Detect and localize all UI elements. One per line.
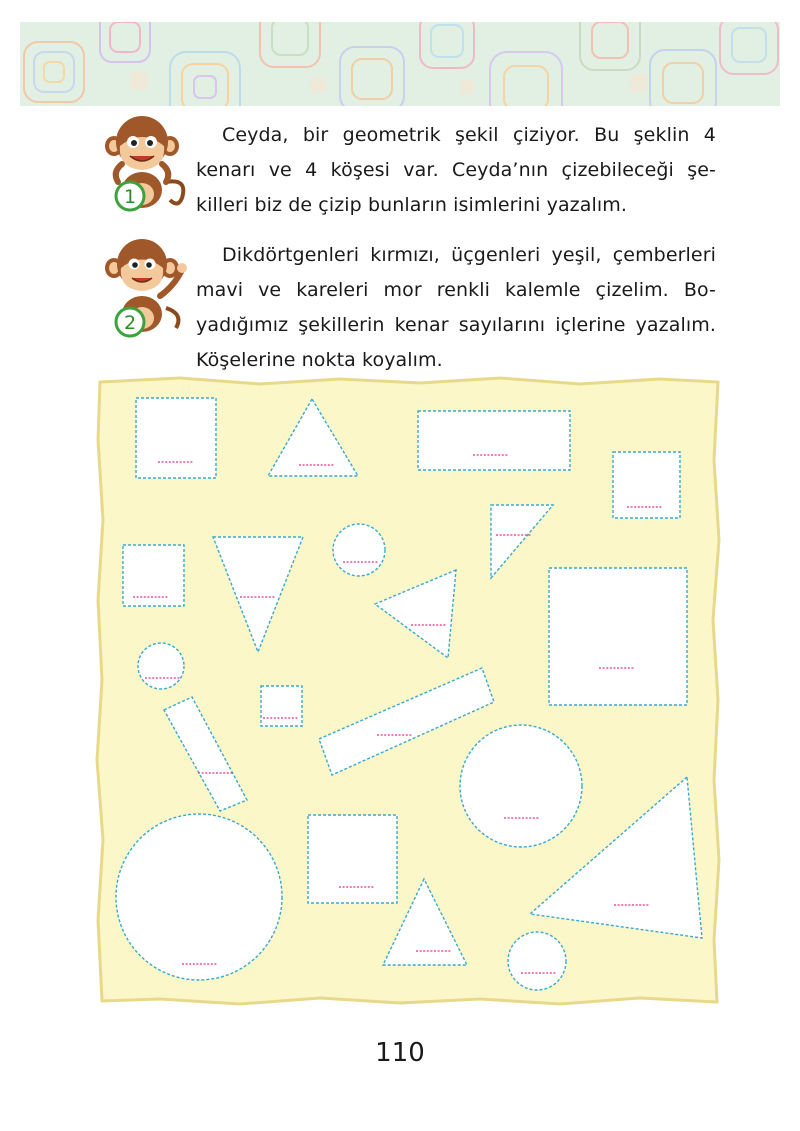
monkey-mascot-icon [104, 112, 190, 216]
page-number: 110 [375, 1038, 425, 1068]
rectangle-shape[interactable] [164, 697, 247, 811]
circle-shape[interactable] [116, 814, 282, 980]
square-shape[interactable] [613, 452, 680, 518]
task-2-line: yadığımız şekillerin kenar sayılarını içlerine yazalım. [196, 314, 716, 336]
square-shape[interactable] [123, 545, 184, 606]
square-shape[interactable] [308, 815, 397, 903]
task-2-line: mavi ve kareleri mor renkli kalemle çizelim. Bo- [196, 279, 716, 301]
task-1-text [196, 118, 716, 223]
task-2-line: Dikdörtgenleri kırmızı, üçgenleri yeşil, çemberleri [222, 244, 716, 266]
triangle-shape[interactable] [213, 537, 303, 652]
retro-squares-pattern [20, 22, 780, 106]
monkey-pointing-icon [104, 238, 190, 342]
square-shape[interactable] [549, 568, 687, 705]
task-1-line: kenarı ve 4 köşesi var. Ceyda’nın çizebileceği şe- [196, 159, 716, 181]
circle-shape[interactable] [333, 524, 385, 576]
square-shape[interactable] [261, 686, 302, 726]
task-1-line: killeri biz de çizip bunların isimlerini yazalım. [196, 194, 628, 216]
circle-shape[interactable] [138, 643, 184, 689]
task-1-line: Ceyda, bir geometrik şekil çiziyor. Bu şeklin 4 [222, 124, 716, 146]
task-2-line: Köşelerine nokta koyalım. [196, 349, 443, 371]
task-number-badge: 2 [123, 312, 137, 334]
circle-shape[interactable] [460, 725, 582, 847]
task-number-badge: 1 [123, 186, 137, 208]
rectangle-shape[interactable] [418, 411, 570, 470]
triangle-shape[interactable] [491, 505, 553, 578]
triangle-shape[interactable] [375, 570, 456, 658]
circle-shape[interactable] [508, 932, 566, 990]
task-2-text [196, 238, 716, 378]
square-shape[interactable] [136, 398, 216, 478]
triangle-shape[interactable] [268, 399, 358, 476]
header-banner [20, 22, 780, 106]
